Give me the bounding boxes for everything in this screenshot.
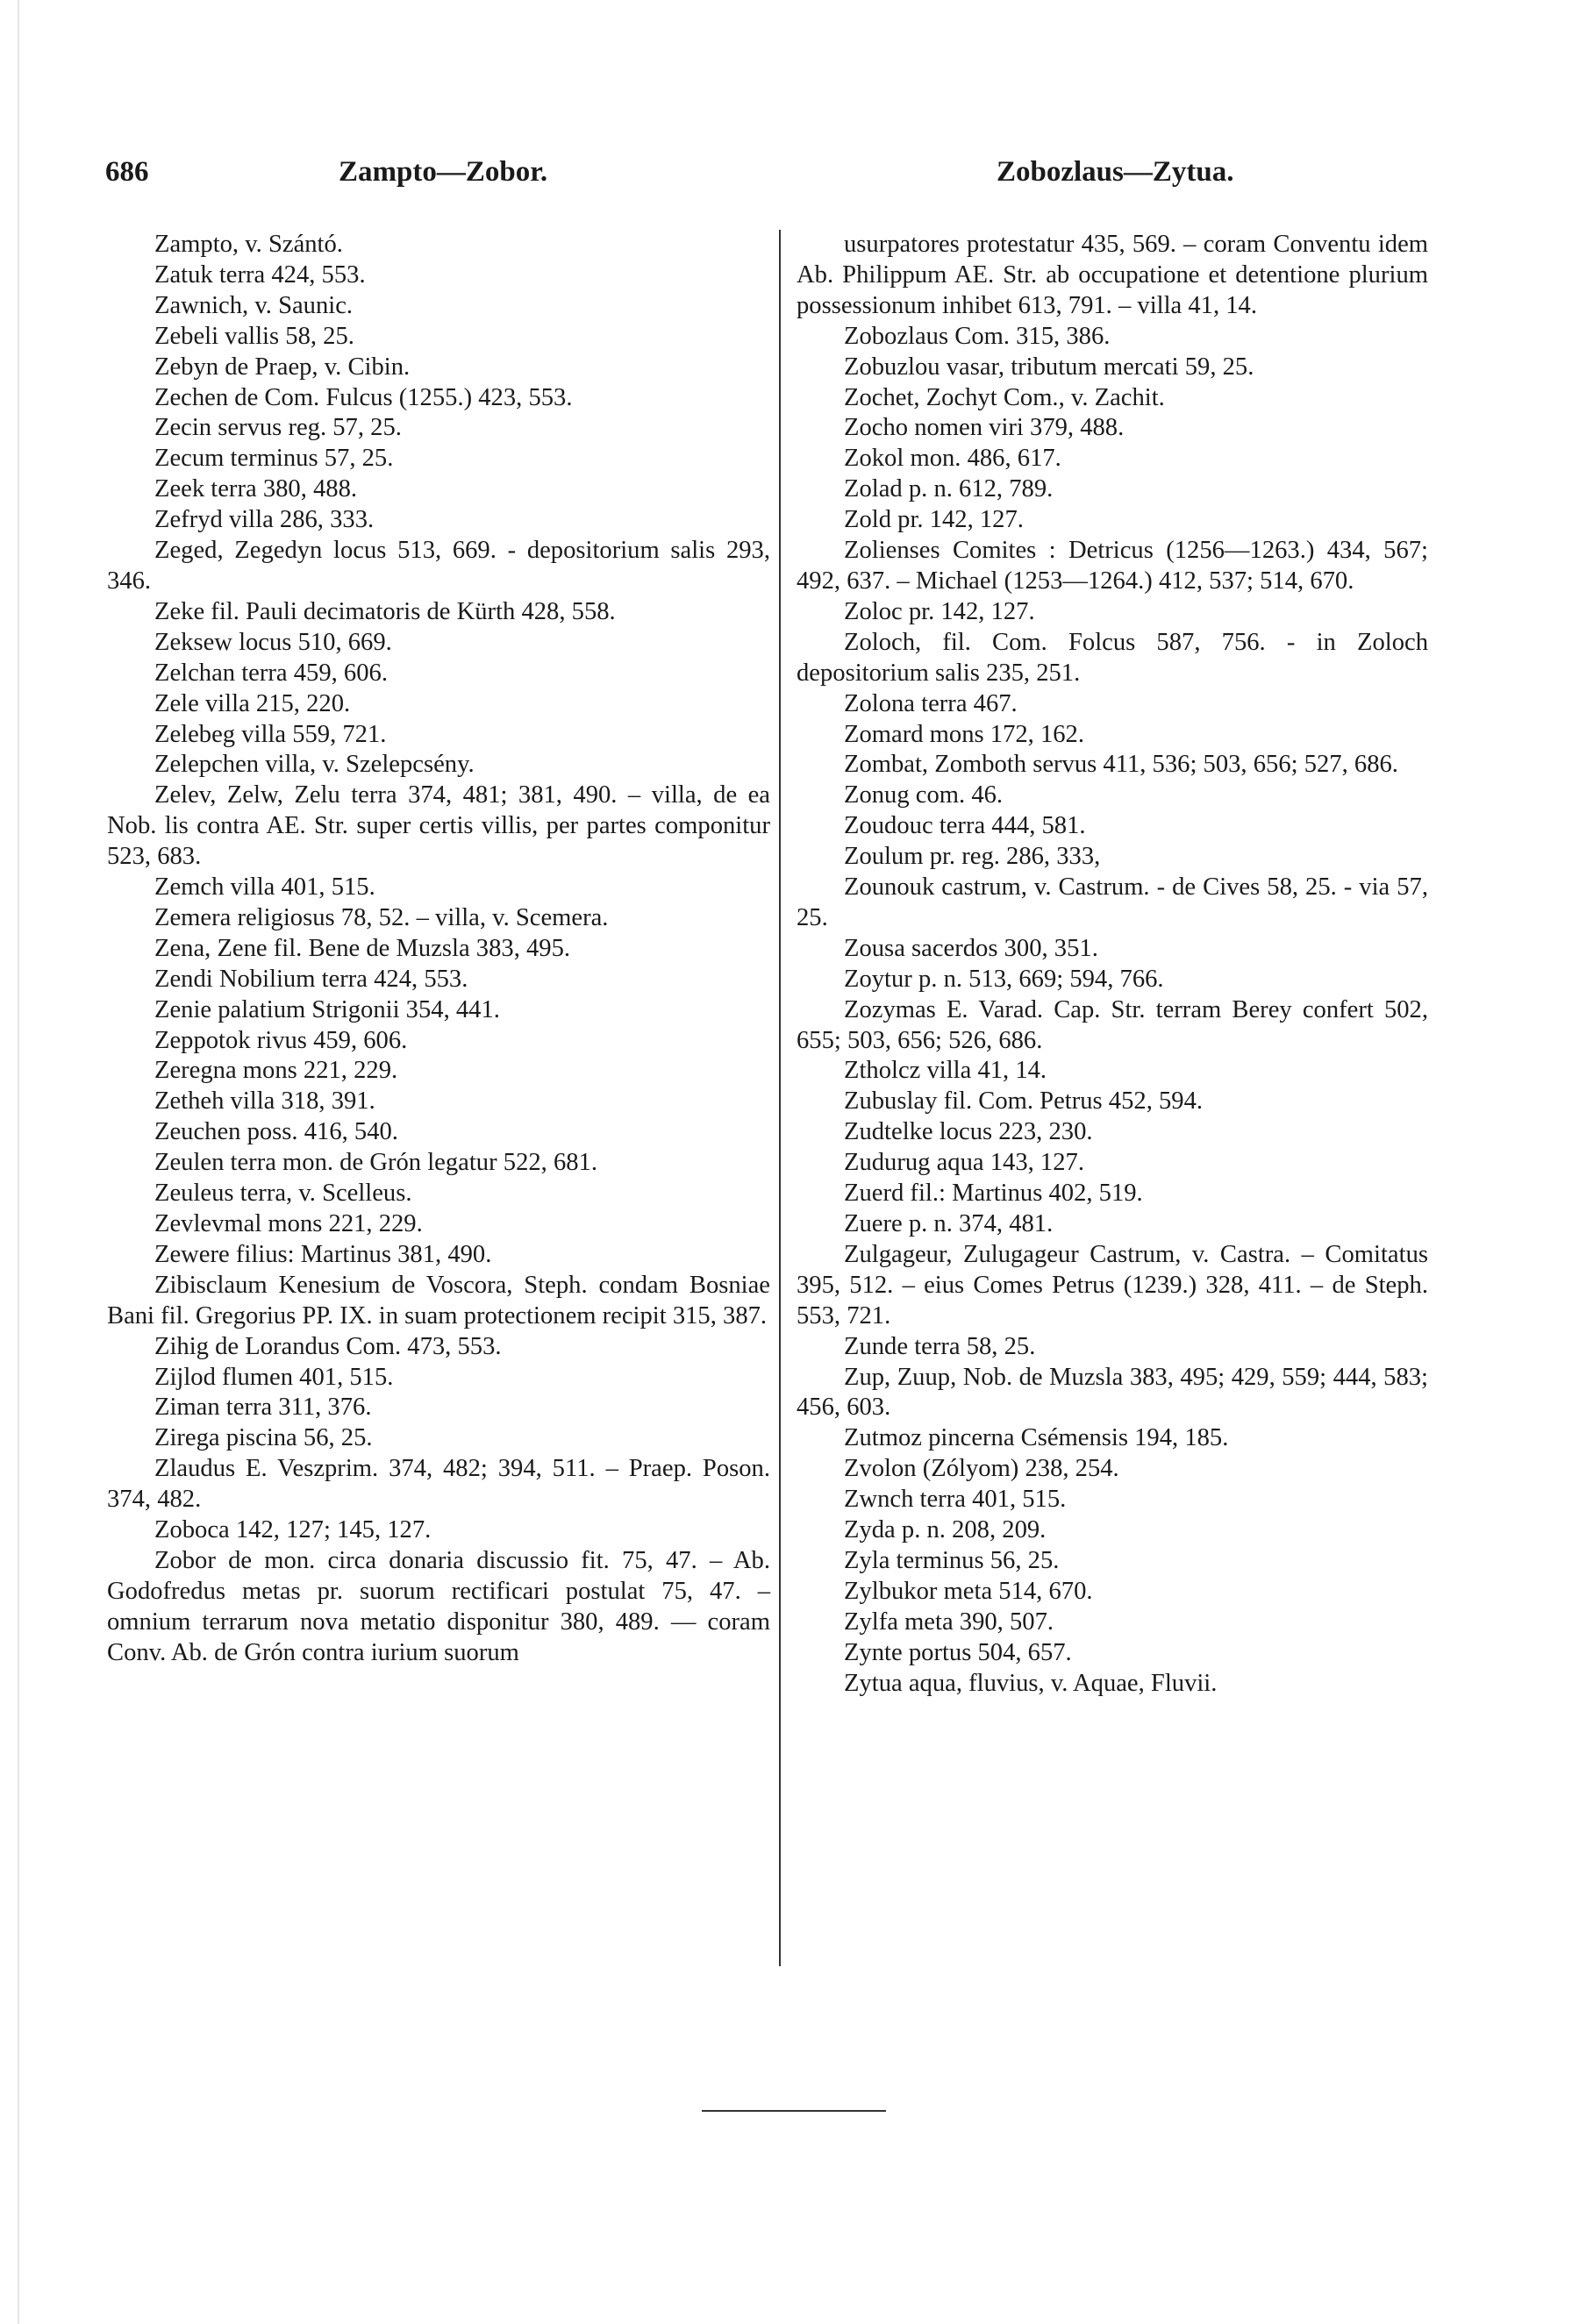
index-entry: Zeulen terra mon. de Grón legatur 522, 681. (154, 1149, 597, 1177)
index-entry: Zozymas E. Varad. Cap. Str. terram Berey confert 502, 655; 503, 656; 526, 686. (797, 995, 1428, 1054)
index-entry: Zatuk terra 424, 553. (154, 260, 366, 289)
index-entry: Zwnch terra 401, 515. (844, 1486, 1067, 1514)
index-entry: Zampto, v. Szántó. (154, 231, 343, 258)
index-entry: Zudurug aqua 143, 127. (844, 1149, 1084, 1177)
index-entry: Zeregna mons 221, 229. (154, 1057, 398, 1085)
index-entry: Zoloch, fil. Com. Folcus 587, 756. - in Zoloch depositorium salis 235, 251. (797, 628, 1428, 687)
index-entry: Zemera religiosus 78, 52. – villa, v. Scemera. (154, 903, 609, 931)
page-header (105, 149, 1474, 202)
index-entry: Zechen de Com. Fulcus (1255.) 423, 553. (154, 383, 573, 411)
index-entry: Zobor de mon. circa donaria discussio fit. 75, 47. – Ab. Godofredus metas pr. suorum rectificari postulat 75, 47. – omnium terrarum nova metatio disponitur 380, 489. — coram Conv. Ab. de Grón contra iurium suorum (107, 1546, 770, 1666)
index-entry: Zoudouc terra 444, 581. (844, 812, 1086, 840)
index-entry: Ziman terra 311, 376. (154, 1394, 372, 1422)
index-entry: Zylfa meta 390, 507. (844, 1608, 1054, 1636)
index-entry: Zele villa 215, 220. (154, 689, 351, 717)
index-entry: Zynte portus 504, 657. (844, 1638, 1072, 1666)
index-entry: Zylbukor meta 514, 670. (844, 1577, 1093, 1605)
index-entry: Zelebeg villa 559, 721. (154, 720, 387, 748)
index-entry: Zytua aqua, fluvius, v. Aquae, Fluvii. (844, 1669, 1218, 1697)
index-entry: Zoulum pr. reg. 286, 333, (844, 843, 1101, 871)
index-entry: Zetheh villa 318, 391. (154, 1087, 375, 1116)
index-entry: Zoloc pr. 142, 127. (844, 597, 1035, 625)
index-entry: Zounouk castrum, v. Castrum. - de Cives 58, 25. - via 57, 25. (797, 873, 1428, 931)
index-entry: Zelepchen villa, v. Szelepcsény. (154, 751, 475, 779)
index-entry: Zefryd villa 286, 333. (154, 506, 375, 534)
index-entry: Zobuzlou vasar, tributum mercati 59, 25. (844, 353, 1254, 381)
index-entry: Zolad p. n. 612, 789. (844, 475, 1054, 503)
index-entry: Zyla terminus 56, 25. (844, 1546, 1060, 1574)
index-entry: Zeke fil. Pauli decimatoris de Kürth 428, 558. (154, 597, 616, 625)
index-entry: Zunde terra 58, 25. (844, 1332, 1036, 1360)
index-entry: Zyda p. n. 208, 209. (844, 1516, 1047, 1544)
index-entry: Zeek terra 380, 488. (154, 475, 358, 503)
index-entry: Zoytur p. n. 513, 669; 594, 766. (844, 965, 1164, 993)
index-entry: Zoboca 142, 127; 145, 127. (154, 1516, 432, 1544)
index-entry: Zolienses Comites : Detricus (1256—1263.) 434, 567; 492, 637. – Michael (1253—1264.) 412, 537; 514, 670. (797, 537, 1428, 595)
column-divider (779, 230, 781, 1966)
index-entry: Zebeli vallis 58, 25. (154, 322, 354, 350)
index-entry: usurpatores protestatur 435, 569. – coram Conventu idem Ab. Philippum AE. Str. ab occupatione et detentione plurium possessionum inhibet 613, 791. – villa 41, 14. (797, 231, 1428, 319)
index-entry: Zendi Nobilium terra 424, 553. (154, 965, 468, 993)
index-entry: Zeksew locus 510, 669. (154, 628, 392, 656)
index-entry: Zebyn de Praep, v. Cibin. (154, 353, 411, 381)
index-entry: Zeuchen poss. 416, 540. (154, 1118, 398, 1146)
index-entry: Zibisclaum Kenesium de Voscora, Steph. condam Bosniae Bani fil. Gregorius PP. IX. in suam protectionem recipit 315, 387. (107, 1271, 770, 1330)
index-column-left (107, 230, 770, 1669)
index-entry: Zecin servus reg. 57, 25. (154, 414, 402, 442)
index-entry: Zawnich, v. Saunic. (154, 291, 354, 319)
index-entry: Zolona terra 467. (844, 689, 1018, 717)
index-entry: Zousa sacerdos 300, 351. (844, 934, 1098, 962)
index-entry: Zecum terminus 57, 25. (154, 445, 394, 473)
index-entry: Zup, Zuup, Nob. de Muzsla 383, 495; 429, 559; 444, 583; 456, 603. (797, 1363, 1428, 1422)
index-entry: Zenie palatium Strigonii 354, 441. (154, 995, 500, 1023)
index-entry: Zubuslay fil. Com. Petrus 452, 594. (844, 1087, 1204, 1116)
index-entry: Ztholcz villa 41, 14. (844, 1057, 1047, 1085)
index-entry: Zuere p. n. 374, 481. (844, 1210, 1054, 1237)
index-entry: Zonug com. 46. (844, 781, 1004, 809)
index-entry: Zelchan terra 459, 606. (154, 659, 388, 687)
index-entry: Zudtelke locus 223, 230. (844, 1118, 1093, 1146)
index-entry: Zlaudus E. Veszprim. 374, 482; 394, 511. – Praep. Poson. 374, 482. (107, 1455, 770, 1514)
running-title-left: Zampto—Zobor. (339, 156, 548, 188)
page-number: 686 (105, 156, 149, 188)
index-entry: Zochet, Zochyt Com., v. Zachit. (844, 383, 1165, 411)
index-entry: Zijlod flumen 401, 515. (154, 1363, 394, 1391)
index-entry: Zewere filius: Martinus 381, 490. (154, 1240, 492, 1268)
index-entry: Zeuleus terra, v. Scelleus. (154, 1180, 412, 1208)
index-entry: Zihig de Lorandus Com. 473, 553. (154, 1332, 502, 1360)
index-entry: Zeged, Zegedyn locus 513, 669. - depositorium salis 293, 346. (107, 537, 770, 595)
index-entry: Zeppotok rivus 459, 606. (154, 1026, 408, 1054)
scan-edge-line (18, 0, 19, 2324)
index-entry: Zocho nomen viri 379, 488. (844, 414, 1125, 442)
index-entry: Zemch villa 401, 515. (154, 873, 375, 902)
index-entry: Zold pr. 142, 127. (844, 506, 1024, 534)
index-entry: Zulgageur, Zulugageur Castrum, v. Castra. – Comitatus 395, 512. – eius Comes Petrus (1239.) 328, 411. – de Steph. 553, 721. (797, 1240, 1428, 1330)
index-column-right (797, 230, 1428, 1700)
index-entry: Zuerd fil.: Martinus 402, 519. (844, 1180, 1143, 1208)
index-entry: Zelev, Zelw, Zelu terra 374, 481; 381, 490. – villa, de ea Nob. lis contra AE. Str. super certis villis, per partes componitur 523, 683. (107, 781, 770, 871)
index-entry: Zokol mon. 486, 617. (844, 445, 1061, 473)
index-entry: Zutmoz pincerna Csémensis 194, 185. (844, 1424, 1229, 1452)
index-entry: Zomard mons 172, 162. (844, 720, 1085, 748)
index-entry: Zvolon (Zólyom) 238, 254. (844, 1455, 1119, 1483)
index-entry: Zirega piscina 56, 25. (154, 1424, 373, 1452)
running-title-right: Zobozlaus—Zytua. (997, 156, 1234, 188)
index-entry: Zena, Zene fil. Bene de Muzsla 383, 495. (154, 934, 571, 962)
index-entry: Zombat, Zomboth servus 411, 536; 503, 656; 527, 686. (844, 751, 1398, 779)
index-entry: Zevlevmal mons 221, 229. (154, 1210, 423, 1237)
footer-rule (702, 2110, 886, 2112)
index-entry: Zobozlaus Com. 315, 386. (844, 322, 1111, 350)
